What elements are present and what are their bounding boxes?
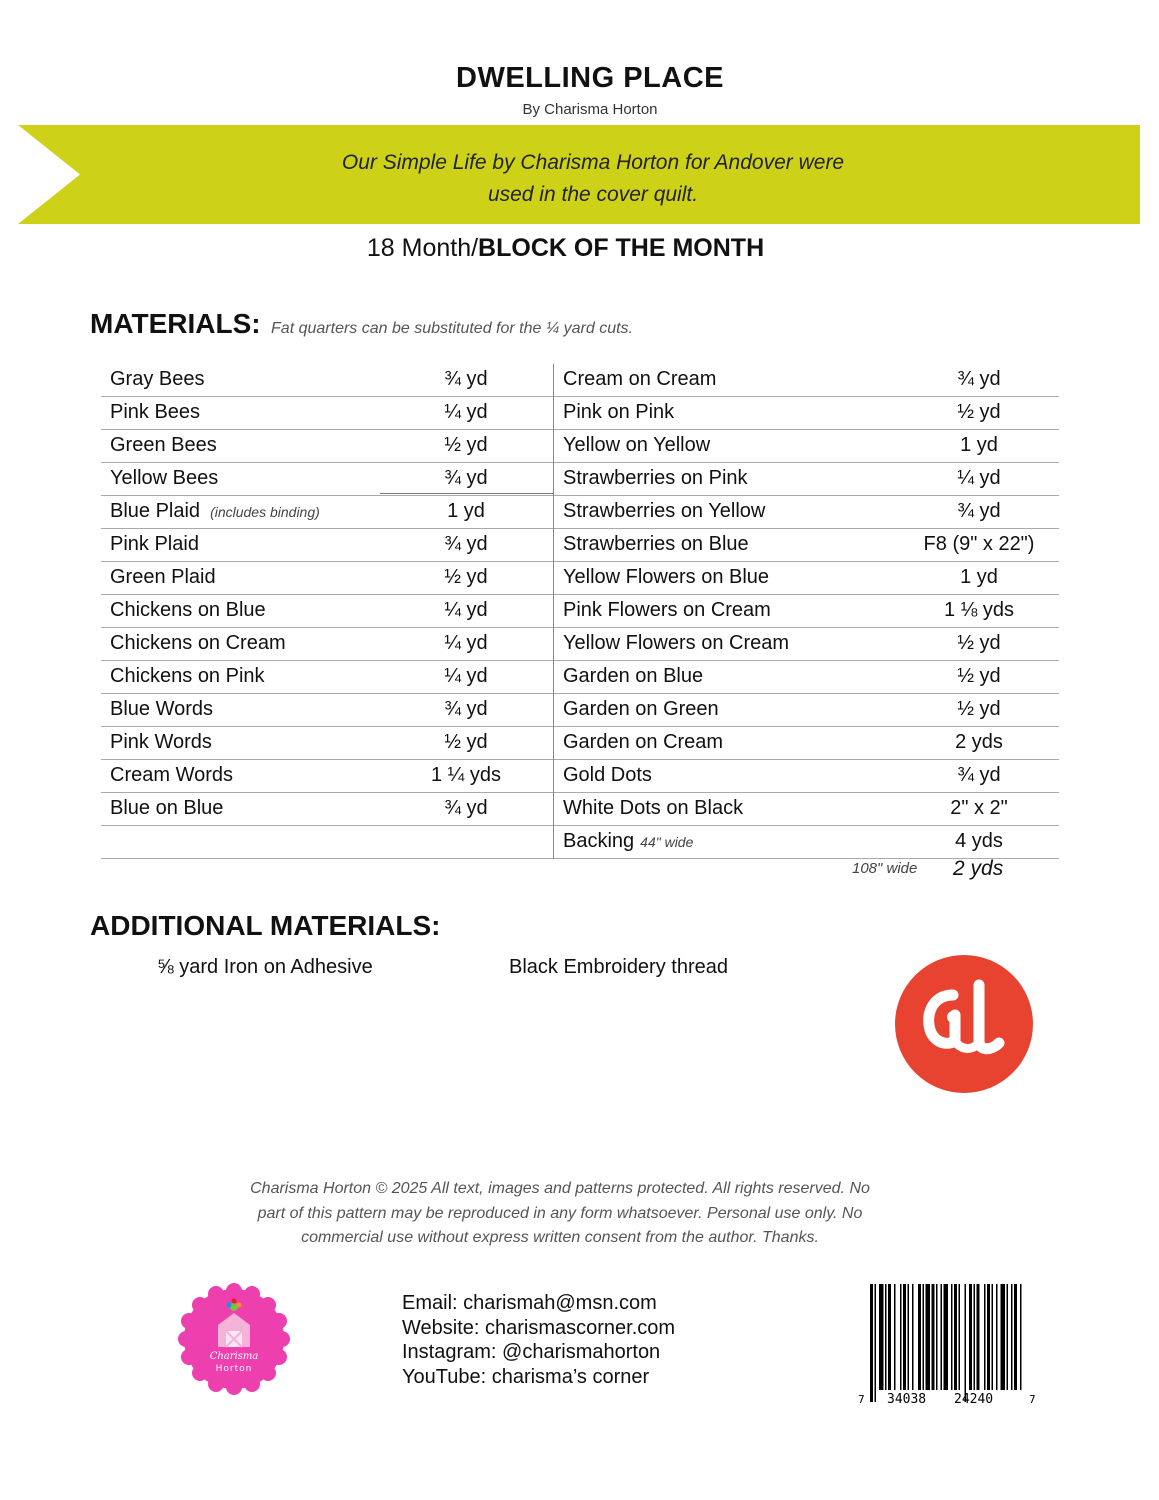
barcode-bar (1007, 1284, 1009, 1390)
materials-table (101, 364, 1058, 858)
barcode-bar (918, 1284, 921, 1390)
fabric-amount: ¼ yd (444, 401, 488, 423)
barcode-bar (1020, 1284, 1022, 1390)
banner-line-2: used in the cover quilt. (487, 183, 699, 206)
fabric-name-text: Blue Plaid (110, 500, 201, 522)
materials-note: Fat quarters can be substituted for the ¼ yard cuts. (271, 320, 633, 337)
barcode-bar (996, 1284, 998, 1390)
fabric-amount: ½ yd (957, 665, 1001, 687)
fabric-name: Garden on Green (563, 698, 719, 720)
fabric-name: Pink on Pink (563, 401, 675, 423)
fabric-amount: ¼ yd (957, 467, 1001, 489)
fabric-name: Yellow on Yellow (563, 434, 711, 456)
barcode-bar (974, 1284, 976, 1390)
program-subtitle (0, 234, 1131, 263)
program-prefix: 18 Month/ (366, 234, 479, 262)
table-row (554, 364, 1059, 397)
fabric-amount: ½ yd (444, 731, 488, 753)
fabric-name: Pink Words (110, 731, 212, 753)
table-row (101, 562, 553, 595)
fabric-name: Cream on Cream (563, 368, 717, 390)
table-row (101, 529, 553, 562)
table-row (101, 793, 553, 826)
barcode-bar (965, 1284, 967, 1402)
barcode-bar (903, 1284, 906, 1390)
fabric-amount: ¾ yd (444, 797, 488, 819)
fabric-name: Gold Dots (563, 764, 652, 786)
barcode (850, 1280, 1040, 1410)
barcode-bar (1011, 1284, 1013, 1390)
fabric-name: Chickens on Blue (110, 599, 266, 621)
table-row (554, 397, 1059, 430)
materials-left-column (101, 364, 553, 859)
fabric-name: White Dots on Black (563, 797, 744, 819)
fabric-amount: ½ yd (957, 401, 1001, 423)
table-row (554, 595, 1059, 628)
barcode-bar (912, 1284, 914, 1390)
barcode-group-2: 24240 (954, 1392, 994, 1407)
fabric-note: (includes binding) (210, 504, 320, 520)
fabric-name (110, 500, 320, 523)
table-row (101, 397, 553, 430)
table-row (554, 694, 1059, 727)
fabric-amount: ¾ yd (444, 698, 488, 720)
materials-heading-block (90, 308, 633, 340)
table-row (554, 793, 1059, 826)
fabric-name: Strawberries on Blue (563, 533, 749, 555)
fabric-amount: 1 yd (960, 434, 998, 456)
fabric-amount: ¼ yd (444, 599, 488, 621)
fabric-amount: ¾ yd (957, 500, 1001, 522)
charisma-horton-badge (178, 1283, 290, 1395)
contact-instagram[interactable]: Instagram: @charismahorton (402, 1341, 661, 1363)
fabric-name: Strawberries on Pink (563, 467, 748, 489)
fabric-amount: ¼ yd (444, 632, 488, 654)
fabric-name: Pink Plaid (110, 533, 199, 555)
barcode-bar (969, 1284, 972, 1390)
barcode-bar (941, 1284, 943, 1390)
table-row (554, 826, 1059, 859)
byline: By Charisma Horton (522, 101, 658, 118)
fabric-name: Gray Bees (110, 368, 205, 390)
fabric-note: 44" wide (640, 834, 694, 850)
table-row (101, 727, 553, 760)
barcode-bar (1014, 1284, 1017, 1390)
fabric-amount: 2 yds (955, 731, 1003, 753)
barcode-bar (954, 1284, 957, 1390)
fabric-name: Green Bees (110, 434, 217, 456)
table-row (101, 430, 553, 463)
barcode-bar (977, 1284, 980, 1390)
barcode-bar (932, 1284, 935, 1390)
fabric-name: Yellow Bees (110, 467, 219, 489)
table-row (101, 628, 553, 661)
barcode-bar (923, 1284, 925, 1390)
fabric-amount: 1 yd (960, 566, 998, 588)
contact-email[interactable]: Email: charismah@msn.com (402, 1292, 657, 1314)
contact-website[interactable]: Website: charismascorner.com (402, 1316, 676, 1339)
barcode-bars (870, 1284, 1022, 1402)
fabric-amount: 2" x 2" (950, 797, 1008, 819)
program-bold: BLOCK OF THE MONTH (478, 234, 765, 262)
table-row (554, 562, 1059, 595)
fabric-amount: 1 ⅛ yds (943, 599, 1015, 621)
barcode-bar (936, 1284, 938, 1390)
fabric-name: Cream Words (110, 764, 233, 786)
fabric-name: Chickens on Cream (110, 632, 286, 654)
barcode-bar (1001, 1284, 1006, 1390)
fabric-name: Blue on Blue (110, 797, 224, 819)
fabric-name: Yellow Flowers on Blue (563, 566, 770, 588)
barcode-bar (987, 1284, 990, 1390)
additional-heading: ADDITIONAL MATERIALS: (90, 910, 441, 941)
barcode-bar (951, 1284, 953, 1390)
barcode-bar (879, 1284, 884, 1390)
banner-line-1: Our Simple Life by Charisma Horton for Andover were (341, 151, 845, 174)
barcode-bar (926, 1284, 931, 1390)
copyright-line-2: part of this pattern may be reproduced in any form whatsoever. Personal use only. No (257, 1204, 863, 1222)
barcode-bar (875, 1284, 877, 1402)
fabric-amount: ¾ yd (444, 467, 488, 489)
fabric-amount: 1 yd (447, 500, 485, 522)
fabric-amount: ¾ yd (957, 368, 1001, 390)
fabric-name: Pink Flowers on Cream (563, 599, 771, 621)
table-row (101, 595, 553, 628)
contact-block (402, 1291, 675, 1389)
banner-text (168, 147, 1018, 211)
fabric-name: Pink Bees (110, 401, 201, 423)
fabric-name: Strawberries on Yellow (563, 500, 766, 522)
andover-logo-icon (895, 955, 1033, 1093)
fabric-amount: ¾ yd (444, 368, 488, 390)
backing-108-amount: 2 yds (953, 857, 1004, 880)
table-row (554, 628, 1059, 661)
table-row (101, 661, 553, 694)
fabric-amount: ¾ yd (444, 533, 488, 555)
copyright-line-3: commercial use without express written consent from the author. Thanks. (301, 1229, 819, 1246)
barcode-bar (992, 1284, 994, 1390)
fabric-name: Chickens on Pink (110, 665, 265, 687)
fabric-banner (18, 125, 1140, 224)
copyright-notice (195, 1177, 925, 1251)
fabric-amount: 1 ¼ yds (430, 764, 502, 786)
barcode-bar (888, 1284, 891, 1390)
fabric-name: Yellow Flowers on Cream (563, 632, 790, 654)
table-row (101, 463, 553, 496)
fabric-amount: F8 (9" x 22") (923, 533, 1035, 555)
fabric-amount: ½ yd (444, 566, 488, 588)
table-row-empty (101, 826, 553, 859)
table-row (554, 661, 1059, 694)
fabric-amount: 4 yds (955, 830, 1003, 852)
table-row (101, 694, 553, 727)
barcode-group-1: 34038 (887, 1392, 927, 1407)
table-row (554, 727, 1059, 760)
fabric-amount: ¾ yd (957, 764, 1001, 786)
fabric-amount: ¼ yd (444, 665, 488, 687)
barcode-left-digit: 7 (858, 1393, 865, 1406)
barcode-bar (908, 1284, 910, 1390)
fabric-name: Garden on Cream (563, 731, 724, 753)
table-row (554, 496, 1059, 529)
table-row (554, 529, 1059, 562)
barcode-bar (894, 1284, 896, 1390)
fabric-name: Garden on Blue (563, 665, 704, 687)
table-row (101, 364, 553, 397)
materials-heading: MATERIALS: (90, 308, 261, 339)
fabric-name-text: Backing (563, 830, 635, 852)
fabric-name: Green Plaid (110, 566, 216, 588)
barcode-bar (944, 1284, 949, 1390)
barcode-bar (870, 1284, 873, 1402)
contact-youtube[interactable]: YouTube: charisma’s corner (402, 1365, 650, 1388)
fabric-name (563, 830, 693, 853)
copyright-line-1: Charisma Horton © 2025 All text, images and patterns protected. All rights reserved. No (250, 1180, 870, 1197)
barcode-bar (984, 1284, 986, 1390)
table-row (554, 760, 1059, 793)
badge-line-2: Horton (215, 1364, 253, 1374)
page-title: DWELLING PLACE (456, 62, 724, 94)
fabric-amount: ½ yd (957, 698, 1001, 720)
blue-plaid-amount-box (380, 493, 553, 526)
badge-line-1: Charisma (209, 1351, 259, 1362)
additional-item-adhesive: ⅝ yard Iron on Adhesive (157, 956, 373, 978)
barcode-bar (959, 1284, 961, 1390)
fabric-amount: ½ yd (444, 434, 488, 456)
fabric-name: Blue Words (110, 698, 214, 720)
fabric-amount: ½ yd (957, 632, 1001, 654)
additional-item-thread: Black Embroidery thread (509, 956, 728, 978)
barcode-right-digit: 7 (1029, 1393, 1036, 1406)
barcode-bar (885, 1284, 887, 1390)
barcode-bar (900, 1284, 902, 1390)
backing-108-label: 108" wide (852, 860, 918, 877)
table-row (554, 430, 1059, 463)
materials-right-column (553, 364, 1059, 859)
table-row (101, 760, 553, 793)
table-row (554, 463, 1059, 496)
